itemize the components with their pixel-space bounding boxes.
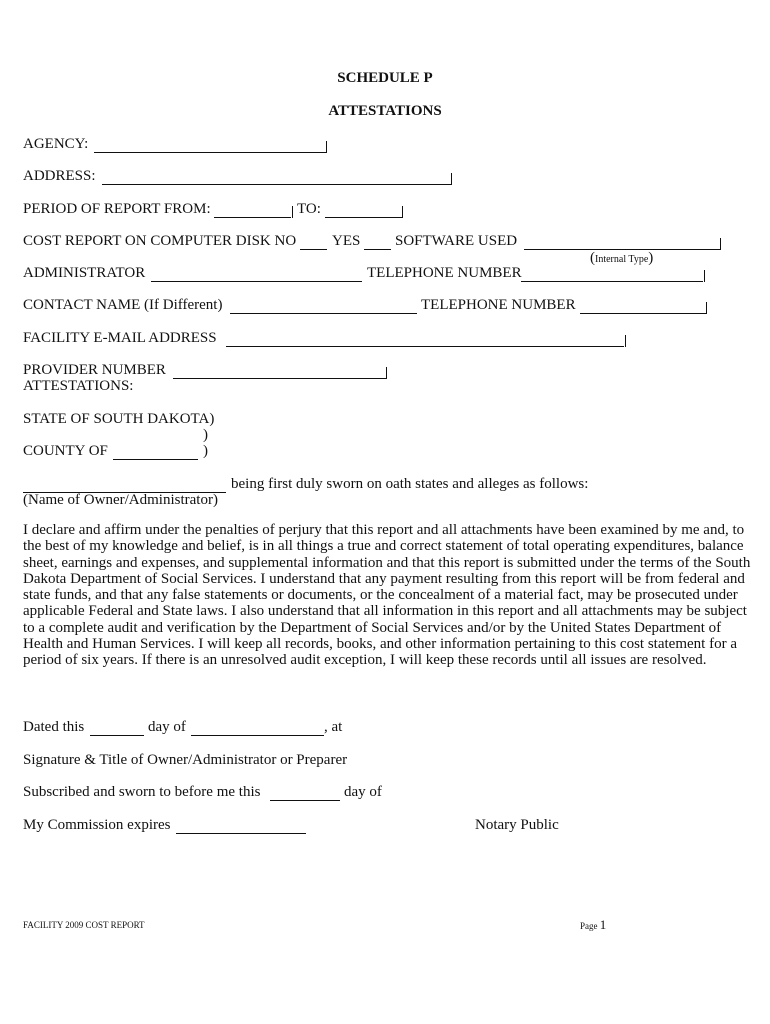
section-title: ATTESTATIONS: [328, 103, 442, 119]
administrator-field[interactable]: [151, 265, 362, 282]
county-field[interactable]: [113, 443, 198, 460]
software-used-label: SOFTWARE USED: [395, 233, 518, 249]
yes-label: YES: [332, 233, 361, 249]
day-of-label: day of: [148, 719, 186, 735]
telephone-number-2-field[interactable]: [580, 297, 706, 314]
telephone-number-2-field-end: [706, 302, 707, 314]
telephone-number-field-end: [704, 270, 705, 282]
period-from-field[interactable]: [214, 201, 291, 218]
owner-name-caption: (Name of Owner/Administrator): [23, 492, 218, 508]
telephone-number-field[interactable]: [521, 265, 703, 282]
schedule-title: SCHEDULE P: [337, 70, 433, 86]
address-field[interactable]: [102, 168, 452, 185]
signature-title-label: Signature & Title of Owner/Administrator or Preparer: [23, 752, 348, 768]
provider-number-field[interactable]: [173, 362, 386, 379]
footer-report-name: FACILITY 2009 COST REPORT: [23, 920, 145, 930]
county-paren: ): [203, 443, 208, 459]
cost-report-disk-label: COST REPORT ON COMPUTER DISK NO: [23, 233, 297, 249]
commission-field[interactable]: [176, 817, 306, 834]
address-label: ADDRESS:: [23, 168, 96, 184]
subscribed-day-field[interactable]: [270, 784, 340, 801]
agency-field[interactable]: [94, 136, 327, 153]
subscribed-label: Subscribed and sworn to before me this: [23, 784, 261, 800]
software-used-field-end: [720, 238, 721, 250]
footer-page: [580, 916, 606, 935]
period-from-field-end: [292, 206, 293, 218]
period-to-field-end: [402, 206, 403, 218]
period-to-label: TO:: [297, 201, 321, 217]
disk-no-field[interactable]: [300, 233, 327, 250]
facility-email-field-end: [625, 335, 626, 347]
dated-month-field[interactable]: [191, 719, 324, 736]
attestations-label: ATTESTATIONS:: [23, 378, 134, 394]
agency-field-end: [326, 141, 327, 153]
footer-page-number: 1: [599, 917, 607, 932]
notary-public-label: Notary Public: [475, 817, 559, 833]
address-field-end: [451, 173, 452, 185]
agency-label: AGENCY:: [23, 136, 89, 152]
telephone-number-label: TELEPHONE NUMBER: [367, 265, 522, 281]
commission-label: My Commission expires: [23, 817, 171, 833]
facility-email-label: FACILITY E-MAIL ADDRESS: [23, 330, 217, 346]
facility-email-field[interactable]: [226, 330, 624, 347]
software-used-field[interactable]: [524, 233, 720, 250]
internal-type-caption: (Internal Type): [590, 250, 654, 266]
yes-field[interactable]: [364, 233, 391, 250]
provider-number-label: PROVIDER NUMBER: [23, 362, 166, 378]
declaration-paragraph: I declare and affirm under the penalties of perjury that this report and all attachments have been examined by me and, to the best of my knowledge and belief, is in all things a true and correct statement of total operating expenditures, balance sheet, earnings and expenses, and supplemental information and that this report is submitted under the terms of the South Dakota Department of Social Services. I understand that any payment resulting from this report will be from federal and state funds, and that any false statements or documents, or the concealment of a material fact, may be prosecuted under applicable Federal and State laws. I also understand that all information in this report and all attachments may be subject to a complete audit and verification by the Department of Social Services and/or by the United States Department of Health and Human Services. I will keep all records, books, and other information pertaining to this cost statement for a period of six years. If there is an unresolved audit exception, I will keep these records until all issues are resolved.: [23, 522, 751, 669]
contact-name-label: CONTACT NAME (If Different): [23, 297, 223, 313]
state-paren: ): [203, 427, 208, 443]
contact-name-field[interactable]: [230, 297, 417, 314]
at-label: , at: [324, 719, 343, 735]
dated-day-field[interactable]: [90, 719, 144, 736]
provider-number-field-end: [386, 367, 387, 379]
administrator-label: ADMINISTRATOR: [23, 265, 146, 281]
state-label: STATE OF SOUTH DAKOTA): [23, 411, 215, 427]
owner-name-field[interactable]: [23, 476, 226, 493]
day-of-2-label: day of: [344, 784, 382, 800]
period-from-label: PERIOD OF REPORT FROM:: [23, 201, 211, 217]
sworn-text: being first duly sworn on oath states and alleges as follows:: [231, 476, 589, 492]
footer-page-label: Page: [580, 921, 598, 931]
dated-this-label: Dated this: [23, 719, 85, 735]
telephone-number-2-label: TELEPHONE NUMBER: [421, 297, 576, 313]
county-label: COUNTY OF: [23, 443, 108, 459]
period-to-field[interactable]: [325, 201, 402, 218]
